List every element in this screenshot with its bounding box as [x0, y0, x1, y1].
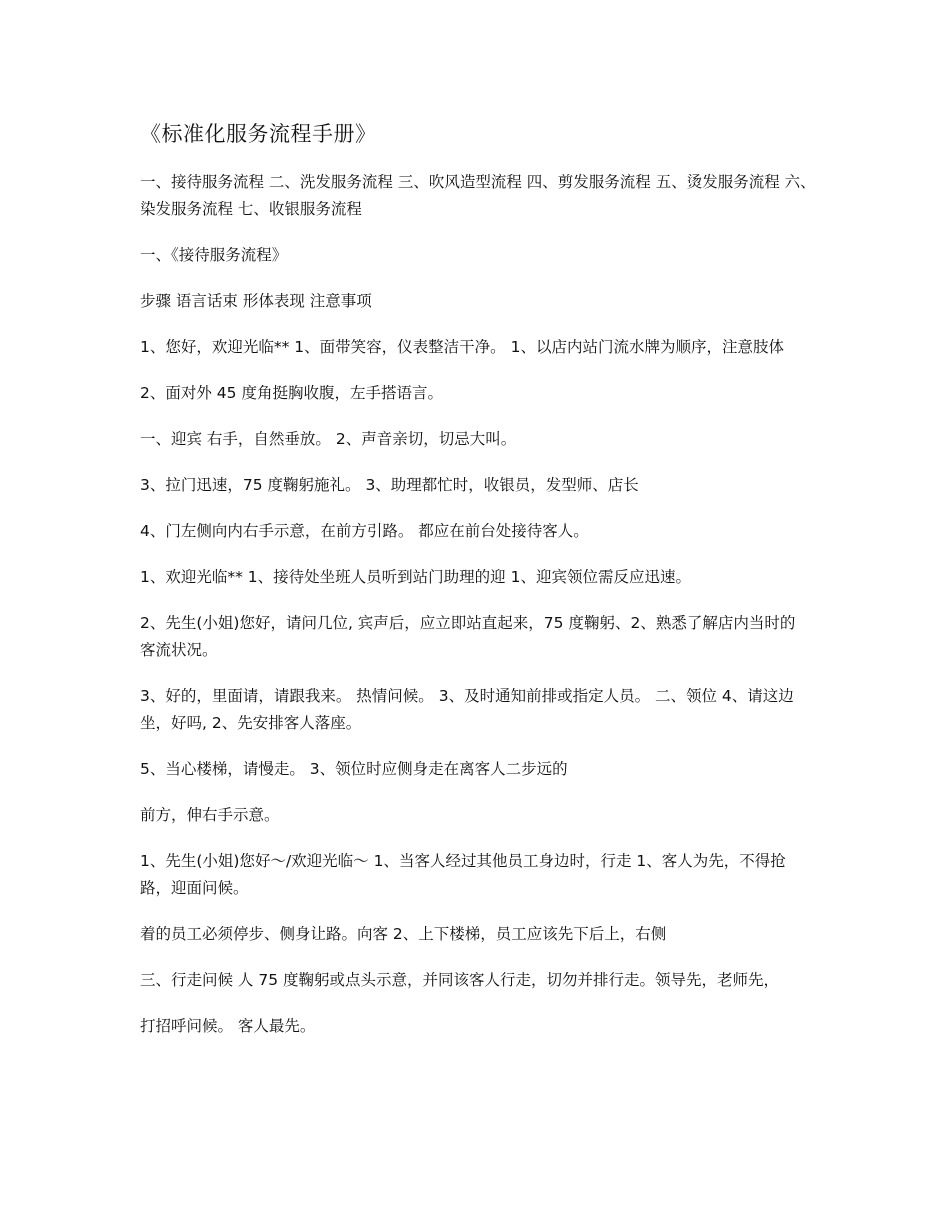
document-page [140, 118, 830, 1059]
section-heading: 一、《接待服务流程》 [140, 246, 288, 264]
paragraph: 一、迎宾 右手，自然垂放。 2、声音亲切，切忌大叫。 [140, 430, 517, 448]
paragraph: 1、欢迎光临** 1、接待处坐班人员听到站门助理的迎 1、迎宾领位需反应迅速。 [140, 568, 691, 586]
column-headers: 步骤 语言话束 形体表现 注意事项 [140, 292, 372, 310]
paragraph: 打招呼问候。 客人最先。 [140, 1017, 316, 1035]
paragraph: 2、面对外 45 度角挺胸收腹，左手搭语言。 [140, 384, 443, 402]
paragraph: 2、先生(小姐)您好，请问几位, 宾声后，应立即站直起来，75 度鞠躬、2、熟悉了解店内当时的客流状况。 [140, 614, 796, 659]
document-title: 《标准化服务流程手册》 [140, 122, 377, 146]
table-of-contents: 一、接待服务流程 二、洗发服务流程 三、吹风造型流程 四、剪发服务流程 五、烫发服务流程 六、染发服务流程 七、收银服务流程 [140, 173, 816, 218]
paragraph: 3、好的，里面请，请跟我来。 热情问候。 3、及时通知前排或指定人员。 二、领位 4、请这边坐，好吗, 2、先安排客人落座。 [140, 687, 794, 732]
paragraph: 4、门左侧向内右手示意，在前方引路。 都应在前台处接待客人。 [140, 522, 589, 540]
paragraph: 3、拉门迅速，75 度鞠躬施礼。 3、助理都忙时，收银员，发型师、店长 [140, 476, 639, 494]
paragraph: 1、先生(小姐)您好～/欢迎光临～ 1、当客人经过其他员工身边时，行走 1、客人为先，不得抢路，迎面问候。 [140, 852, 786, 897]
paragraph: 三、行走问候 人 75 度鞠躬或点头示意，并同该客人行走，切勿并排行走。领导先，老师先， [140, 971, 780, 989]
paragraph: 1、您好，欢迎光临** 1、面带笑容，仪表整洁干净。 1、以店内站门流水牌为顺序，注意肢体 [140, 338, 784, 356]
paragraph: 5、当心楼梯，请慢走。 3、领位时应侧身走在离客人二步远的 [140, 760, 568, 778]
paragraph: 前方，伸右手示意。 [140, 806, 280, 824]
paragraph: 着的员工必须停步、侧身让路。向客 2、上下楼梯，员工应该先下后上，右侧 [140, 925, 667, 943]
